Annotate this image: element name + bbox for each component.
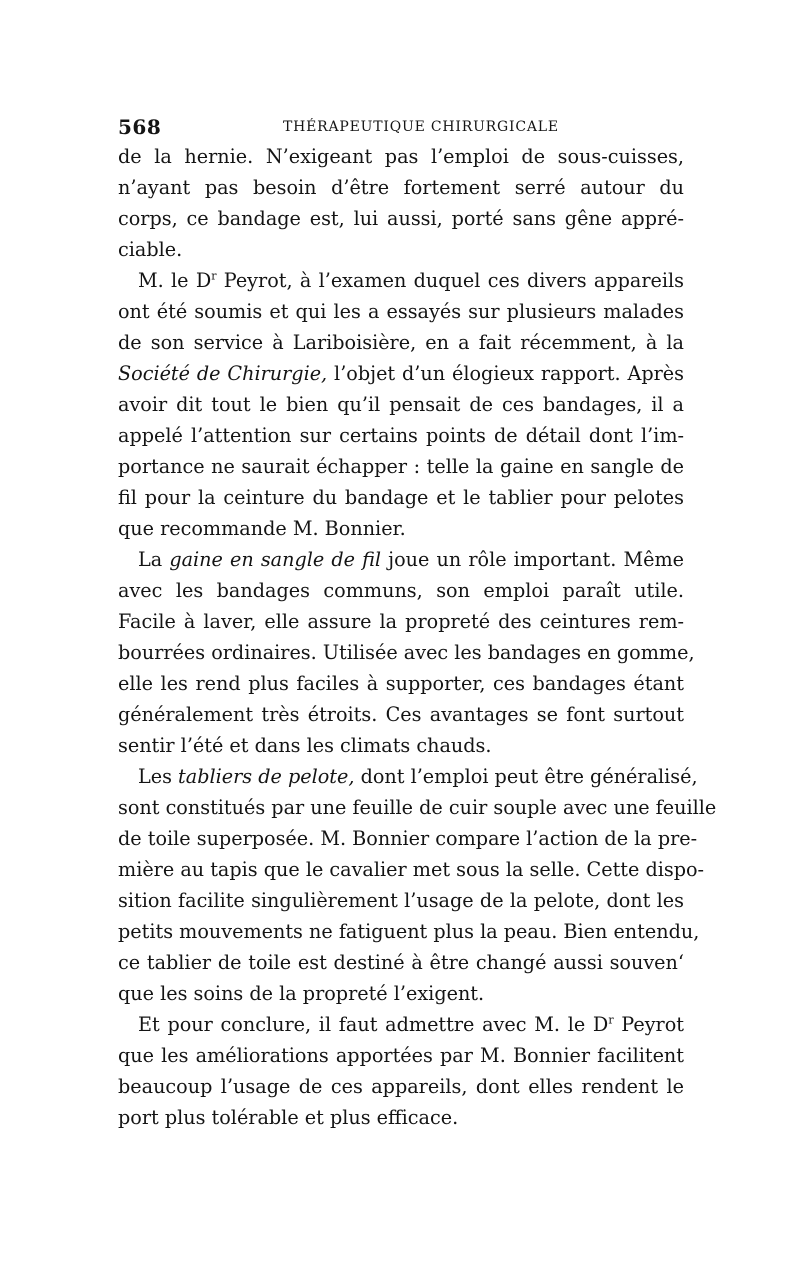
text-span: l’objet d’un élogieux rapport. Après	[327, 362, 684, 385]
text-line: appelé l’attention sur certains points de détail dont l’im-	[118, 424, 684, 447]
text-line: ont été soumis et qui les a essayés sur plusieurs malades	[118, 300, 684, 323]
text-line: Facile à laver, elle assure la propreté des ceintures rem-	[118, 610, 684, 633]
text-line: sition facilite singulièrement l’usage de la pelote, dont les	[118, 889, 684, 912]
italic-span: gaine en sangle de fil	[169, 548, 382, 571]
page-header	[118, 115, 684, 143]
page-number: 568	[118, 115, 162, 139]
text-span: Les	[138, 765, 179, 788]
text-line: de toile superposée. M. Bonnier compare l’action de la pre-	[118, 827, 698, 850]
text-line	[118, 358, 684, 389]
text-line: sentir l’été et dans les climats chauds.	[118, 734, 492, 757]
text-line: que les améliorations apportées par M. Bonnier facilitent	[118, 1044, 684, 1067]
text-line: sont constitués par une feuille de cuir souple avec une feuille	[118, 796, 717, 819]
text-line: mière au tapis que le cavalier met sous la selle. Cette dispo-	[118, 858, 705, 881]
text-line: avec les bandages communs, son emploi paraît utile.	[118, 579, 684, 602]
text-span: Et pour conclure, il faut admettre avec M. le D	[138, 1013, 609, 1036]
text-line: elle les rend plus faciles à supporter, ces bandages étant	[118, 672, 684, 695]
superscript: r	[211, 269, 217, 283]
text-line: ciable.	[118, 238, 183, 261]
text-line: de son service à Lariboisière, en a fait récemment, à la	[118, 331, 684, 354]
text-line: avoir dit tout le bien qu’il pensait de ces bandages, il a	[118, 393, 684, 416]
italic-span: tabliers de pelote,	[178, 765, 355, 788]
text-line: ce tablier de toile est destiné à être changé aussi souven‘	[118, 951, 684, 974]
text-span: La	[138, 548, 170, 571]
text-line: portance ne saurait échapper : telle la gaine en sangle de	[118, 455, 684, 478]
italic-span: Société de Chirurgie,	[118, 362, 328, 385]
text-line: port plus tolérable et plus efficace.	[118, 1106, 459, 1129]
text-span: dont l’emploi peut être généralisé,	[354, 765, 698, 788]
text-line: bourrées ordinaires. Utilisée avec les bandages en gomme,	[118, 641, 695, 664]
text-line	[118, 544, 684, 575]
text-line: de la hernie. N’exigeant pas l’emploi de sous-cuisses,	[118, 145, 684, 168]
text-line: beaucoup l’usage de ces appareils, dont elles rendent le	[118, 1075, 684, 1098]
text-line	[118, 761, 698, 792]
text-line: généralement très étroits. Ces avantages se font surtout	[118, 703, 684, 726]
text-line: que recommande M. Bonnier.	[118, 517, 406, 540]
text-span: joue un rôle important. Même	[381, 548, 685, 571]
text-line: que les soins de la propreté l’exigent.	[118, 982, 485, 1005]
text-line: corps, ce bandage est, lui aussi, porté sans gêne appré-	[118, 207, 684, 230]
text-line: n’ayant pas besoin d’être fortement serré autour du	[118, 176, 684, 199]
text-line: petits mouvements ne fatiguent plus la peau. Bien entendu,	[118, 920, 700, 943]
text-line	[118, 1009, 684, 1040]
text-span: Peyrot, à l’examen duquel ces divers appareils	[216, 269, 684, 292]
text-span: M. le D	[138, 269, 212, 292]
text-line	[118, 265, 684, 296]
text-span: Peyrot	[613, 1013, 684, 1036]
running-title: THÉRAPEUTIQUE CHIRURGICALE	[283, 119, 559, 135]
superscript: r	[608, 1013, 614, 1027]
text-line: fil pour la ceinture du bandage et le tablier pour pelotes	[118, 486, 684, 509]
body-text	[118, 141, 717, 1133]
